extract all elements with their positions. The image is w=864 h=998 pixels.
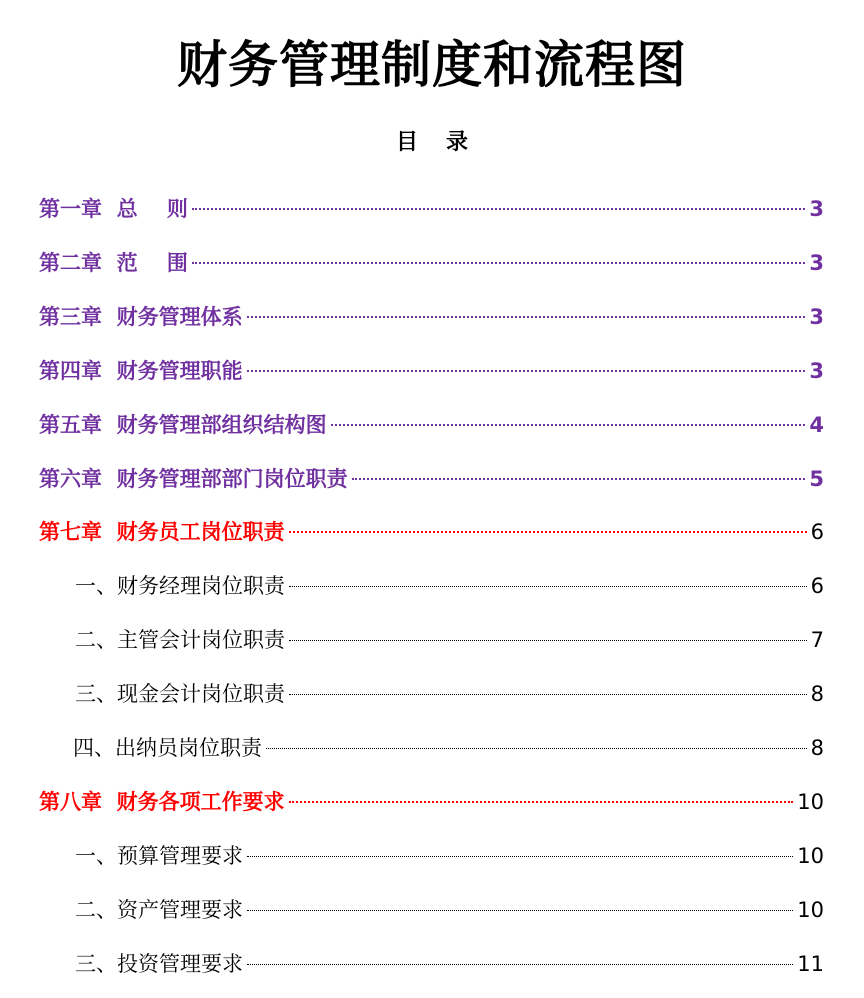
dot-leader bbox=[289, 586, 807, 587]
dot-leader bbox=[289, 694, 807, 695]
dot-leader bbox=[352, 478, 806, 480]
toc-entry-label: 一、预算管理要求 bbox=[75, 844, 243, 868]
document-title: 财务管理制度和流程图 bbox=[177, 36, 687, 94]
toc-entry-section[interactable] bbox=[73, 732, 824, 764]
dot-leader bbox=[247, 316, 806, 318]
toc-entry-chapter-8[interactable] bbox=[39, 786, 824, 818]
toc-entry-chapter-5[interactable] bbox=[39, 409, 824, 441]
toc-entry-section[interactable] bbox=[75, 624, 824, 656]
toc-entry-label: 第一章 总 则 bbox=[39, 197, 188, 221]
toc-entry-section[interactable] bbox=[75, 894, 824, 926]
toc-entry-label: 第四章 财务管理职能 bbox=[39, 359, 243, 383]
toc-entry-label: 二、主管会计岗位职责 bbox=[75, 628, 285, 652]
toc-entry-section[interactable] bbox=[75, 948, 824, 980]
toc-entry-label: 一、财务经理岗位职责 bbox=[75, 574, 285, 598]
toc-entry-section[interactable] bbox=[75, 840, 824, 872]
toc-entry-page: 11 bbox=[797, 952, 824, 976]
toc-entry-page: 3 bbox=[809, 197, 824, 221]
toc-entry-page: 6 bbox=[810, 574, 824, 598]
toc-entry-page: 8 bbox=[810, 736, 824, 760]
toc-entry-section[interactable] bbox=[75, 570, 824, 602]
toc-entry-chapter-7[interactable] bbox=[39, 516, 824, 548]
toc-entry-label: 第八章 财务各项工作要求 bbox=[39, 790, 285, 814]
toc-entry-page: 3 bbox=[809, 359, 824, 383]
dot-leader bbox=[289, 801, 794, 803]
toc-entry-chapter-1[interactable] bbox=[39, 193, 824, 225]
dot-leader bbox=[192, 262, 806, 264]
toc-entry-label: 三、现金会计岗位职责 bbox=[75, 682, 285, 706]
toc-entry-page: 10 bbox=[797, 844, 824, 868]
toc-entry-label: 第三章 财务管理体系 bbox=[39, 305, 243, 329]
toc-entry-label: 第五章 财务管理部组织结构图 bbox=[39, 413, 327, 437]
dot-leader bbox=[247, 910, 793, 911]
toc-entry-chapter-2[interactable] bbox=[39, 247, 824, 279]
toc-entry-page: 7 bbox=[810, 628, 824, 652]
toc-entry-page: 5 bbox=[809, 467, 824, 491]
toc-entry-chapter-3[interactable] bbox=[39, 301, 824, 333]
toc-entry-label: 二、资产管理要求 bbox=[75, 898, 243, 922]
toc-entry-chapter-4[interactable] bbox=[39, 355, 824, 387]
toc-entry-page: 4 bbox=[809, 413, 824, 437]
toc-entry-label: 三、投资管理要求 bbox=[75, 952, 243, 976]
toc-entry-label: 第六章 财务管理部部门岗位职责 bbox=[39, 467, 348, 491]
toc-entry-label: 四、出纳员岗位职责 bbox=[73, 736, 262, 760]
dot-leader bbox=[266, 748, 807, 749]
toc-entry-page: 10 bbox=[797, 898, 824, 922]
dot-leader bbox=[192, 208, 806, 210]
toc-entry-page: 10 bbox=[797, 790, 824, 814]
toc-entry-page: 3 bbox=[809, 305, 824, 329]
dot-leader bbox=[289, 640, 807, 641]
dot-leader bbox=[289, 531, 807, 533]
toc-entry-page: 6 bbox=[810, 520, 824, 544]
toc-entry-page: 8 bbox=[810, 682, 824, 706]
toc-heading: 目录 bbox=[395, 130, 496, 155]
toc-entry-label: 第二章 范 围 bbox=[39, 251, 188, 275]
toc-entry-chapter-6[interactable] bbox=[39, 463, 824, 495]
toc-entry-label: 第七章 财务员工岗位职责 bbox=[39, 520, 285, 544]
dot-leader bbox=[247, 964, 793, 965]
toc-entry-page: 3 bbox=[809, 251, 824, 275]
dot-leader bbox=[247, 856, 793, 857]
toc-entry-section[interactable] bbox=[75, 678, 824, 710]
dot-leader bbox=[331, 424, 806, 426]
dot-leader bbox=[247, 370, 806, 372]
